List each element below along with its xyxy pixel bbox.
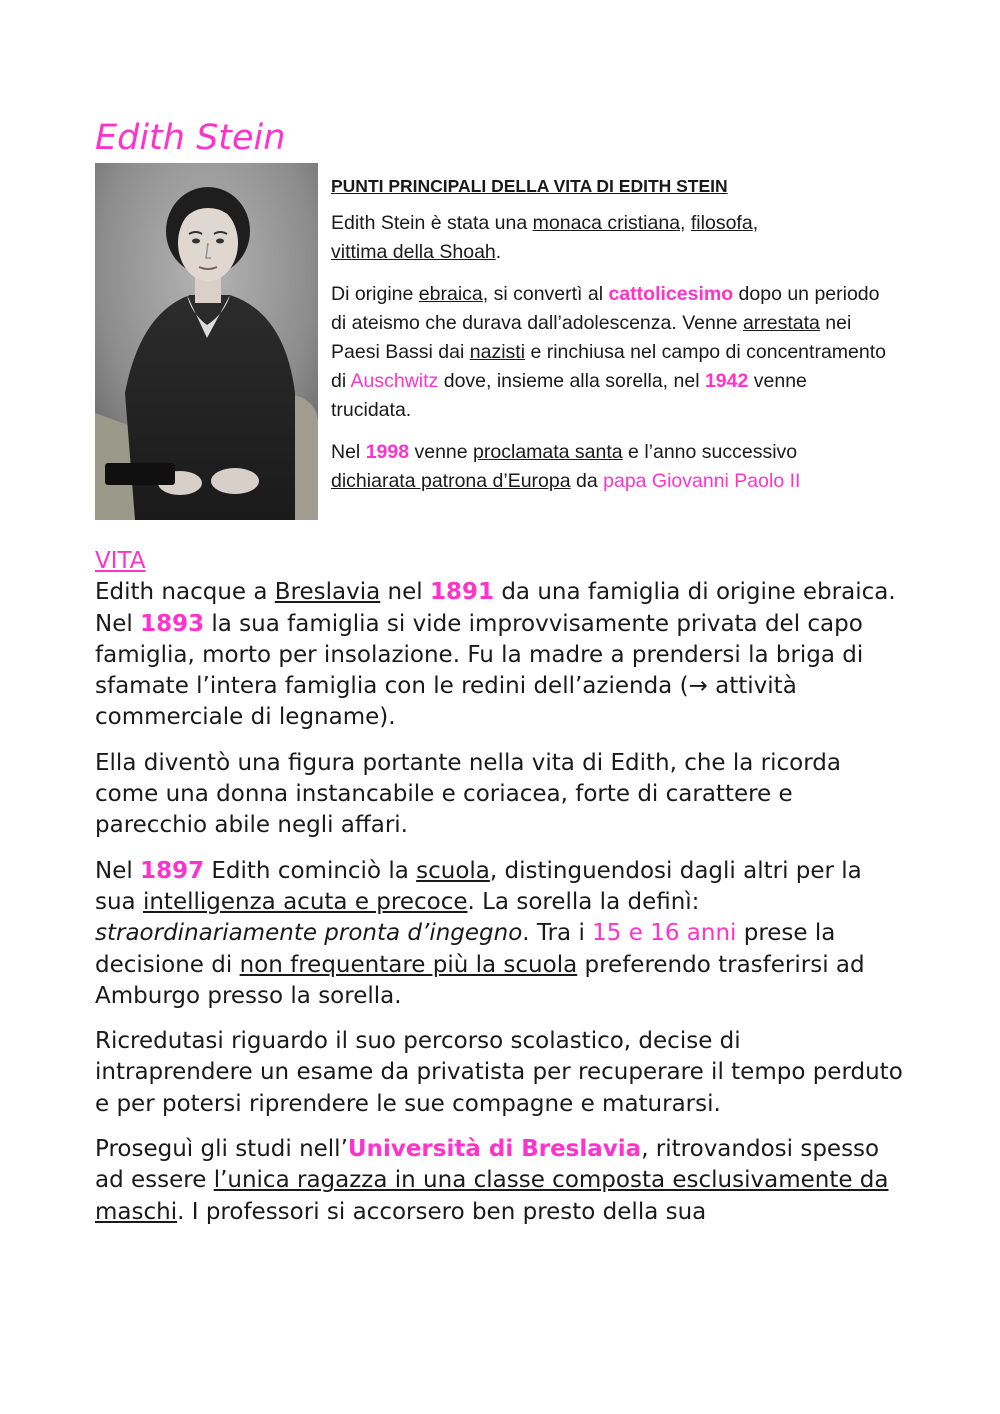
text-span: Nel <box>331 441 366 463</box>
text-span: da <box>570 470 604 492</box>
text-span: Nel <box>95 857 141 884</box>
vita-heading: VITA <box>95 548 146 574</box>
highlight-text: 15 e 16 anni <box>592 920 737 947</box>
highlight-text: 1893 <box>140 610 205 637</box>
vita-paragraph-1 <box>95 546 905 734</box>
text-span: preferendo trasferirsi ad Amburgo presso la sorella. <box>95 951 865 1009</box>
highlight-text: 1998 <box>365 441 410 463</box>
portrait-illustration <box>95 163 318 520</box>
vita-paragraph-2: Ella diventò una figura portante nella vita di Edith, che la ricorda come una donna instancabile e coriacea, forte di carattere e parecchio abile negli affari. <box>95 749 841 839</box>
highlight-text: 1897 <box>140 857 205 884</box>
underlined-text: nazisti <box>469 341 526 363</box>
underlined-text: arrestata <box>742 312 820 334</box>
text-span: Di origine <box>331 283 419 305</box>
summary-heading: PUNTI PRINCIPALI DELLA VITA DI EDITH STEIN <box>331 176 728 196</box>
underlined-text: Breslavia <box>274 579 381 606</box>
text-span: e l’anno successivo <box>622 441 798 463</box>
text-span: dove, insieme alla sorella, nel <box>438 370 705 392</box>
text-span: , ritrovandosi spesso ad essere <box>95 1136 880 1194</box>
summary-paragraph-3 <box>331 438 891 496</box>
text-span: e rinchiusa nel campo di concentramento di <box>331 341 886 392</box>
summary-paragraph-2 <box>331 280 891 425</box>
portrait-photo-icon <box>95 163 318 520</box>
vita-paragraph-4: Ricredutasi riguardo il suo percorso scolastico, decise di intraprendere un esame da privatista per recuperare il tempo perduto e per potersi riprendere le sue compagne e maturarsi. <box>95 1028 903 1117</box>
text-span: . I professori si accorsero ben presto della sua <box>177 1198 707 1225</box>
underlined-text: filosofa <box>690 212 753 234</box>
text-span: prese la decisione di <box>95 920 836 978</box>
text-span: . <box>495 241 502 263</box>
text-span: venne trucidata. <box>331 370 807 421</box>
text-span: Edith Stein è stata una <box>331 212 533 234</box>
text-span: . La sorella la definì: <box>467 888 700 915</box>
vita-section <box>95 546 905 1242</box>
underlined-text: monaca cristiana <box>532 212 681 234</box>
underlined-text: vittima della Shoah <box>331 241 496 263</box>
underlined-text: intelligenza acuta e precoce <box>142 888 468 915</box>
highlight-text: 1942 <box>704 370 749 392</box>
highlight-text: Università di Breslavia <box>347 1136 642 1163</box>
text-span: venne <box>409 441 474 463</box>
italic-text: straordinariamente pronta d’ingegno <box>95 920 523 947</box>
text-span: , <box>752 212 759 234</box>
vita-paragraph-3 <box>95 856 905 1012</box>
text-span: Proseguì gli studi nell’ <box>95 1136 348 1163</box>
underlined-text: non frequentare più la scuola <box>239 951 578 978</box>
arrow-right-icon: → <box>688 673 708 700</box>
text-span: dopo un periodo di ateismo che durava dall’adolescenza. Venne <box>331 283 880 334</box>
highlight-text: Auschwitz <box>350 370 439 392</box>
summary-paragraph-1 <box>331 209 891 267</box>
text-span: Nel <box>95 610 141 637</box>
text-span: , <box>680 212 691 234</box>
underlined-text: proclamata santa <box>473 441 623 463</box>
text-span: nel <box>380 579 430 606</box>
text-span: Edith nacque a <box>95 579 275 606</box>
page-title: Edith Stein <box>95 118 286 158</box>
underlined-text: ebraica <box>418 283 483 305</box>
text-span: . Tra i <box>522 920 593 947</box>
highlight-text: papa Giovanni Paolo II <box>603 470 801 492</box>
highlight-text: cattolicesimo <box>608 283 734 305</box>
underlined-text: dichiarata patrona d’Europa <box>331 470 571 492</box>
vita-paragraph-5 <box>95 1134 905 1228</box>
text-span: la sua famiglia si vide improvvisamente privata del capo famiglia, morto per insolazione. Fu la madre a prendersi la briga di sfamate l’intera famiglia con le redini dell’azienda ( <box>95 610 864 700</box>
text-span: da una famiglia di origine ebraica. <box>494 579 896 606</box>
summary-box <box>331 172 891 509</box>
underlined-text: l’unica ragazza in una classe composta esclusivamente da maschi <box>95 1167 889 1225</box>
text-span: attività commerciale di legname). <box>95 673 797 731</box>
highlight-text: 1891 <box>430 579 495 606</box>
text-span: , si convertì al <box>482 283 609 305</box>
text-span: Edith cominciò la <box>204 857 417 884</box>
underlined-text: scuola <box>416 857 490 884</box>
text-span: , distinguendosi dagli altri per la sua <box>95 857 862 915</box>
text-span: nei Paesi Bassi dai <box>331 312 852 363</box>
